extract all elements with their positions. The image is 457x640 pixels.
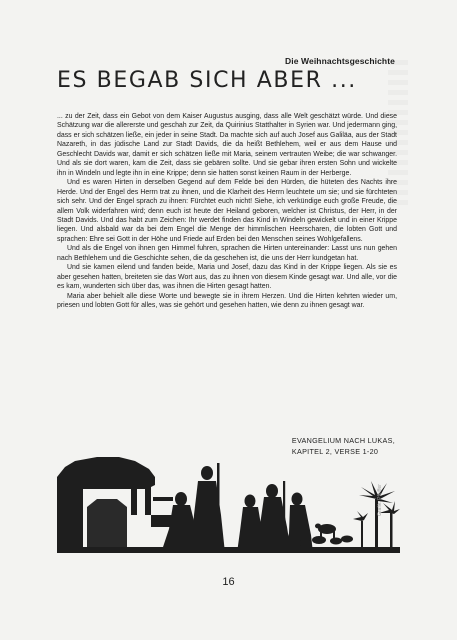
reference-line-1: EVANGELIUM NACH LUKAS, [291,436,395,445]
paragraph: Maria aber behielt alle diese Worte und bewegte sie in ihrem Herzen. Und die Hirten kehrten wieder um, priesen und lobten Gott für alles, was sie gehört und gesehen hatten, wie denn zu ihnen gesagt war. [57,292,397,310]
paragraph: Und es waren Hirten in derselben Gegend auf dem Felde bei den Hürden, die hüteten des Nachts ihre Herde. Und der Engel des Herrn trat zu ihnen, und die Klarheit des Herrn leuchtete um sie; und sie fürchteten sich sehr. Und der Engel sprach zu ihnen: Fürchtet euch nicht! Siehe, ich verkündige euch große Freude, die allem Volk widerfahren wird; denn euch ist heute der Heiland geboren, welcher ist Christus, der Herr, in der Stadt Davids. Und das habt zum Zeichen: Ihr werdet finden das Kind in Windeln gewickelt und in einer Krippe liegen. Und alsbald war da bei dem Engel die Menge der himmlischen Heerscharen, die lobten Gott und sprachen: Ehre sei Gott in der Höhe und Friede auf Erden bei den Menschen seines Wohlgefallens. [57,179,397,243]
page-number: 16 [222,576,235,588]
reference-line-2: KAPITEL 2, VERSE 1-20 [291,447,379,456]
nativity-silhouette-icon [57,455,400,553]
paragraph: Und als die Engel von ihnen gen Himmel fuhren, sprachen die Hirten untereinander: Lasst uns nun gehen nach Bethlehem und die Geschichte sehen, die da geschehen ist, die uns der Herr kundgetan hat. [57,245,397,262]
illustration-credit: Grafik: Pfeiffer [377,484,383,516]
paragraph: Und sie kamen eilend und fanden beide, Maria und Josef, dazu das Kind in der Krippe liegen. Als sie es aber gesehen hatten, breiteten sie das Wort aus, das zu ihnen von diesem Kinde gesagt war. Und alle, vor die es kam, wunderten sich über das, was ihnen die Hirten gesagt hatten. [57,264,397,291]
section-label: Die Weihnachtsgeschichte [285,56,395,66]
page-title: ES BEGAB SICH ABER ... [57,68,357,93]
scripture-text [57,112,397,311]
paragraph: ... zu der Zeit, dass ein Gebot von dem Kaiser Augustus ausging, dass alle Welt geschätzt würde. Und diese Schätzung war die allererste und geschah zur Zeit, da Quirinius Statthalter in Syrien war. Und jedermann ging, dass er sich schätzen ließe, ein jeder in seine Stadt. Da machte sich auf auch Josef aus Galiläa, aus der Stadt Nazareth, in das jüdische Land zur Stadt Davids, die da heißt Bethlehem, weil er aus dem Hause und Geschlecht Davids war, damit er sich schätzen ließe mit Maria, seinem vertrauten Weibe; die war schwanger. Und als sie dort waren, kam die Zeit, dass sie gebären sollte. Und sie gebar ihren ersten Sohn und wickelte ihn in Windeln und legte ihn in eine Krippe; denn sie hatten sonst keinen Raum in der Herberge. [57,113,397,177]
scripture-reference [292,435,395,457]
